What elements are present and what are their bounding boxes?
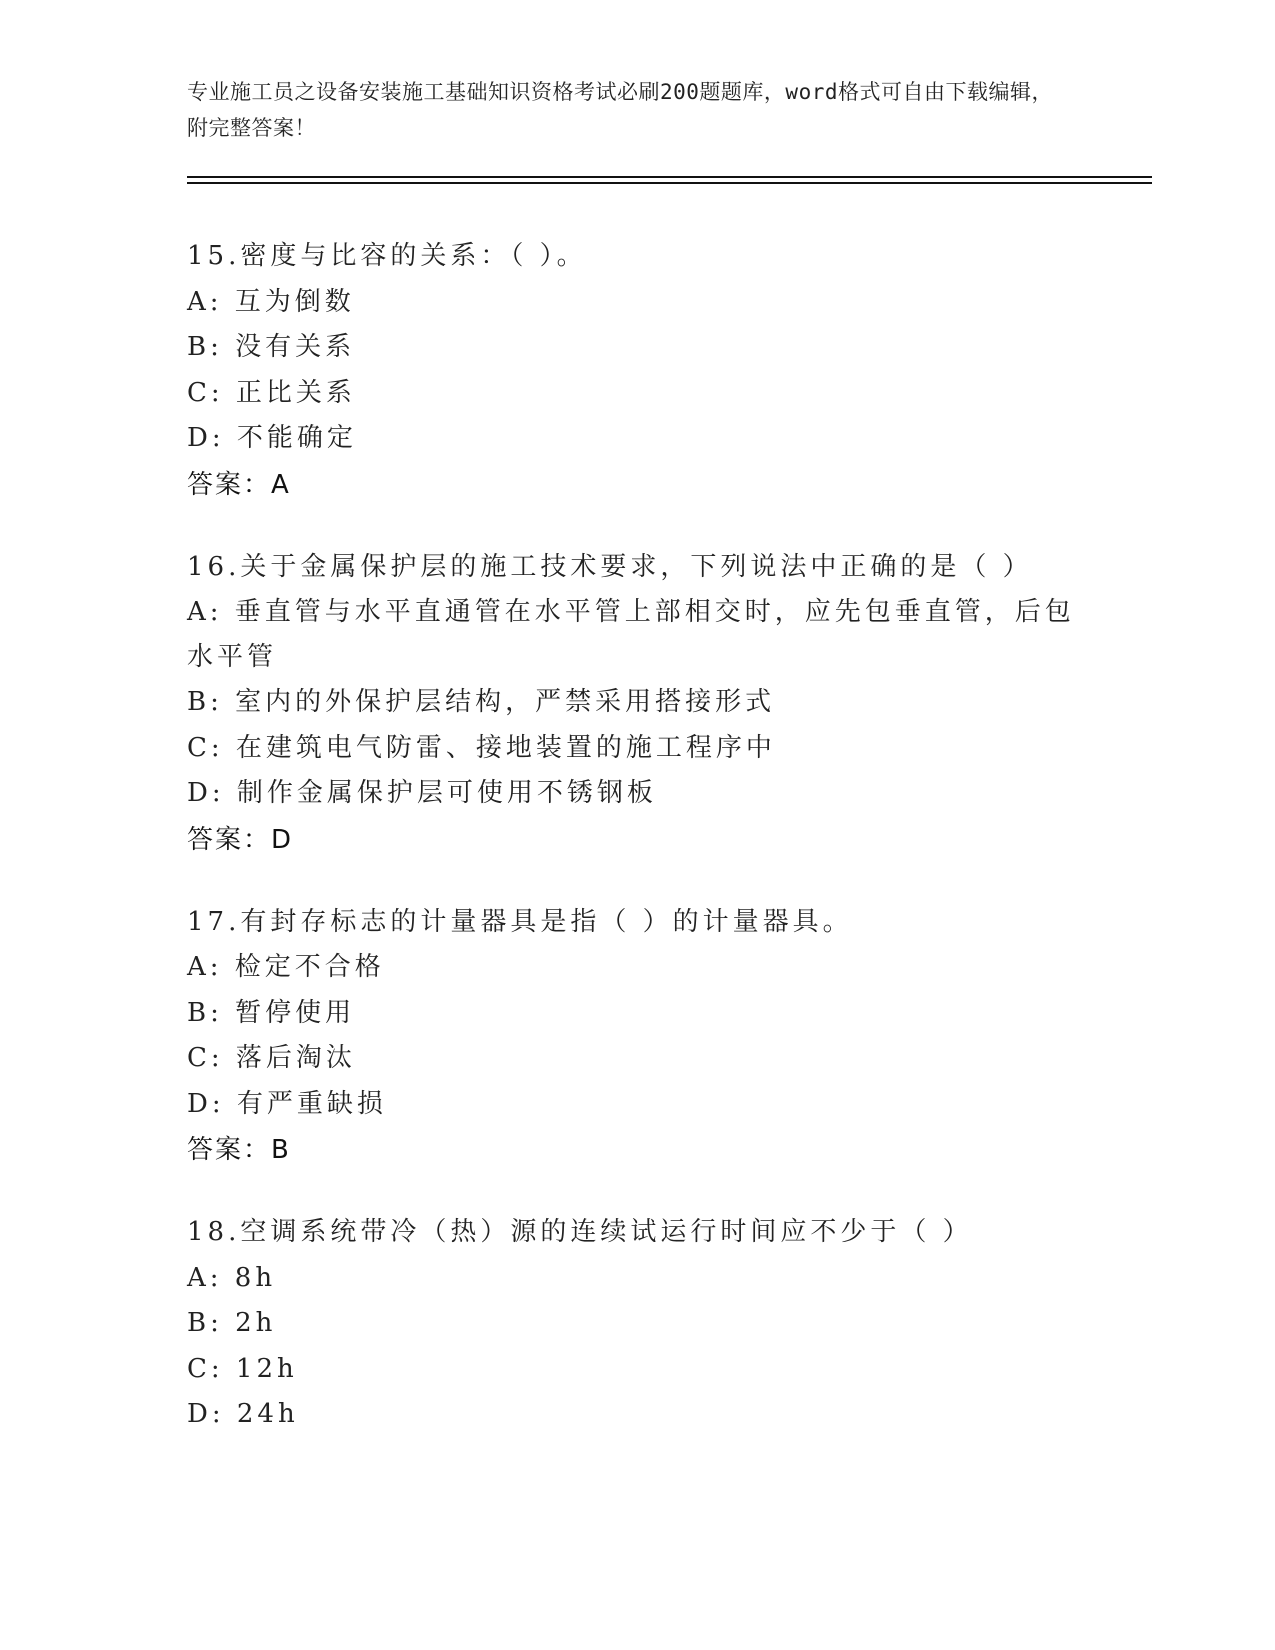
option-d: D: 有严重缺损	[187, 1088, 387, 1119]
question-stem: 18.空调系统带冷（热）源的连续试运行时间应不少于（ ）	[187, 1217, 973, 1247]
question-stem: 15.密度与比容的关系：（ ）。	[187, 241, 587, 271]
header-divider-top	[187, 176, 1152, 178]
question-list	[187, 234, 1087, 1475]
option-c: C: 落后淘汰	[187, 1043, 356, 1073]
option-c: C: 12h	[187, 1353, 298, 1384]
option-b: B: 没有关系	[187, 332, 356, 362]
option-b: B: 室内的外保护层结构，严禁采用搭接形式	[187, 687, 776, 717]
option-c: C: 正比关系	[187, 377, 356, 408]
question-stem: 17.有封存标志的计量器具是指（ ）的计量器具。	[187, 906, 853, 937]
option-d: D: 制作金属保护层可使用不锈钢板	[187, 778, 657, 808]
question-stem: 16.关于金属保护层的施工技术要求，下列说法中正确的是（ ）	[187, 551, 1033, 582]
option-d: D: 24h	[187, 1399, 299, 1429]
question-17	[187, 900, 1087, 1174]
option-a: A: 垂直管与水平直通管在水平管上部相交时，应先包垂直管，后包水平管	[187, 597, 1075, 672]
document-header: 专业施工员之设备安装施工基础知识资格考试必刷200题题库，word格式可自由下载编辑，附完整答案！	[187, 80, 1053, 140]
question-15	[187, 234, 1087, 508]
header-divider-bottom	[187, 182, 1152, 184]
option-a: A: 互为倒数	[187, 286, 355, 317]
option-d: D: 不能确定	[187, 423, 357, 453]
answer: 答案：A	[187, 469, 291, 500]
option-a: A: 检定不合格	[187, 952, 385, 982]
question-18	[187, 1210, 1087, 1438]
option-a: A: 8h	[187, 1262, 277, 1293]
answer: 答案：D	[187, 824, 294, 855]
option-b: B: 暂停使用	[187, 997, 356, 1028]
option-b: B: 2h	[187, 1308, 277, 1338]
option-c: C: 在建筑电气防雷、接地装置的施工程序中	[187, 732, 776, 763]
question-16	[187, 545, 1087, 863]
answer: 答案：B	[187, 1135, 291, 1165]
